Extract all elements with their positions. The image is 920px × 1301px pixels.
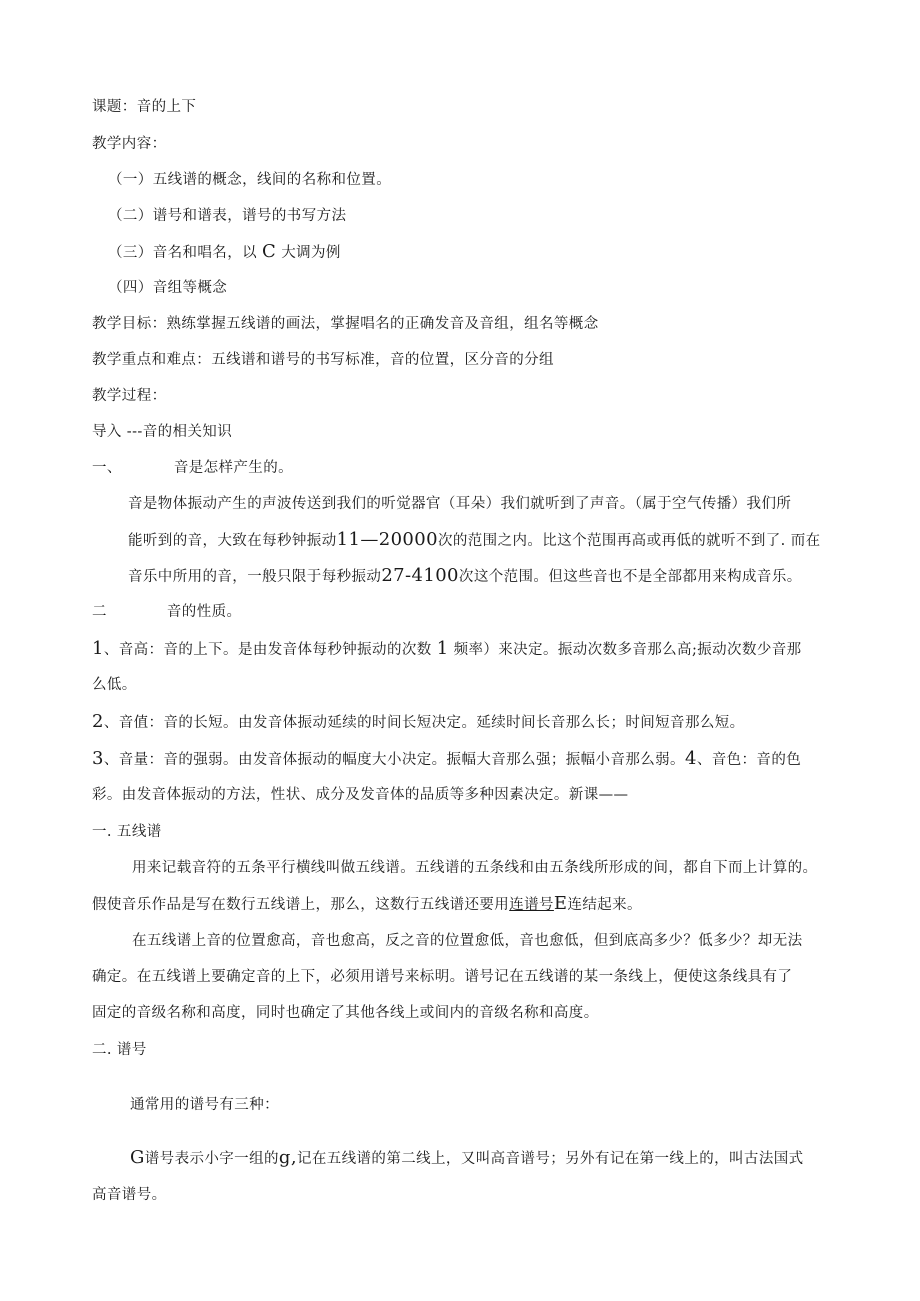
content-item-4: （四）音组等概念 [108, 280, 228, 296]
section1-heading [92, 458, 293, 478]
g-clef-line2: 高音谱号。 [92, 1187, 167, 1203]
text-span: 音乐中所用的音，一般只限于每秒振动 [128, 569, 382, 585]
text-span: 次这个范围。但这些音也不是全部都用来构成音乐。 [458, 569, 802, 585]
section2-heading [92, 602, 241, 622]
frequency-range: 11—20000 [336, 529, 438, 550]
section1-para-line3 [128, 566, 802, 587]
section2-title: 音的性质。 [166, 604, 242, 620]
pitch-line1 [92, 639, 802, 660]
staff-heading: 一. 五线谱 [92, 824, 162, 840]
text-span: 连结起来。 [567, 897, 642, 913]
section2-number: 二 [92, 604, 107, 620]
music-frequency-range: 27-4100 [381, 565, 459, 586]
content-item-3-tail: 大调为例 [281, 245, 341, 261]
text-span: 、音高：音的上下。是由发音体每秒钟振动的次数 [103, 642, 432, 658]
text-span: 谱号表示小字一组的 [144, 1151, 279, 1167]
text-span: 能听到的音，大致在每秒钟振动 [128, 533, 337, 549]
text-span: 记在五线谱的第二线上，又叫高音谱号；另外有记在第一线上的，叫古法国式 [296, 1151, 804, 1167]
lesson-title: 课题：音的上下 [92, 99, 197, 115]
item-number: 3 [92, 748, 104, 769]
section1-para-line1: 音是物体振动产生的声波传送到我们的听觉器官（耳朵）我们就听到了声音。（属于空气传播）我们所 [128, 496, 792, 512]
text-span: 、音值：音的长短。由发音体振动延续的时间长短决定。延续时间长音那么长；时间短音那么短。 [103, 715, 745, 731]
item-number: 1 [92, 638, 104, 659]
g-clef-letter: G [130, 1147, 145, 1168]
item-number: 1 [436, 638, 449, 659]
text-span: 、音色：音的色 [696, 752, 802, 768]
clef-heading: 二. 谱号 [92, 1042, 147, 1058]
staff-para2-line2: 确定。在五线谱上要确定音的上下，必须用谱号来标明。谱号记在五线谱的某一条线上，便使这条线具有了 [92, 969, 793, 985]
text-span: 频率）来决定。振动次数多音那么高;振动次数少音那 [453, 642, 802, 658]
text-span: 次的范围之内。比这个范围再高或再低的就听不到了. 而在 [437, 533, 821, 549]
g-clef-line1 [130, 1148, 804, 1169]
content-item-1: （一）五线谱的概念，线间的名称和位置。 [108, 172, 392, 188]
section1-para-line2 [128, 530, 821, 551]
text-span: 、音量：音的强弱。由发音体振动的幅度大小决定。振幅大音那么强；振幅小音那么弱。 [103, 752, 685, 768]
content-item-3 [108, 242, 341, 263]
intro-line: 导入 ---音的相关知识 [92, 424, 233, 440]
section1-title: 音是怎样产生的。 [173, 460, 294, 476]
item-number: 4 [684, 748, 697, 769]
pitch-line2: 么低。 [92, 677, 137, 693]
timbre-line: 彩。由发音体振动的方法，性状、成分及发音体的品质等多种因素决定。新课—— [92, 787, 629, 803]
clef-intro: 通常用的谱号有三种： [130, 1097, 279, 1113]
key-points: 教学重点和难点：五线谱和谱号的书写标准，音的位置，区分音的分组 [92, 352, 554, 368]
content-item-3-text: （三）音名和唱名，以 [108, 245, 257, 261]
c-major-letter: C [262, 241, 277, 262]
section1-number: 一、 [92, 460, 122, 476]
brace-link[interactable]: 连谱号 [509, 897, 554, 913]
staff-para1-line1: 用来记载音符的五条平行横线叫做五线谱。五线谱的五条线和由五条线所形成的间，都自下而上计算的。 [132, 860, 818, 876]
content-item-2: （二）谱号和谱表，谱号的书写方法 [108, 208, 347, 224]
process-heading: 教学过程： [92, 388, 167, 404]
small-g: g, [278, 1147, 297, 1168]
teaching-goal: 教学目标：熟练掌握五线谱的画法，掌握唱名的正确发音及音组，组名等概念 [92, 316, 599, 332]
item-number: 2 [92, 711, 104, 732]
volume-line [92, 749, 801, 770]
staff-para2-line1: 在五线谱上音的位置愈高，音也愈高，反之音的位置愈低，音也愈低，但到底高多少？低多少？却无法 [132, 933, 803, 949]
text-span: 假使音乐作品是写在数行五线谱上，那么，这数行五线谱还要用 [92, 897, 510, 913]
staff-para1-line2 [92, 894, 642, 915]
staff-para2-line3: 固定的音级名称和高度，同时也确定了其他各线上或间内的音级名称和高度。 [92, 1005, 599, 1021]
brace-letter: E [553, 893, 568, 914]
content-heading: 教学内容： [92, 136, 167, 152]
value-line [92, 712, 745, 733]
